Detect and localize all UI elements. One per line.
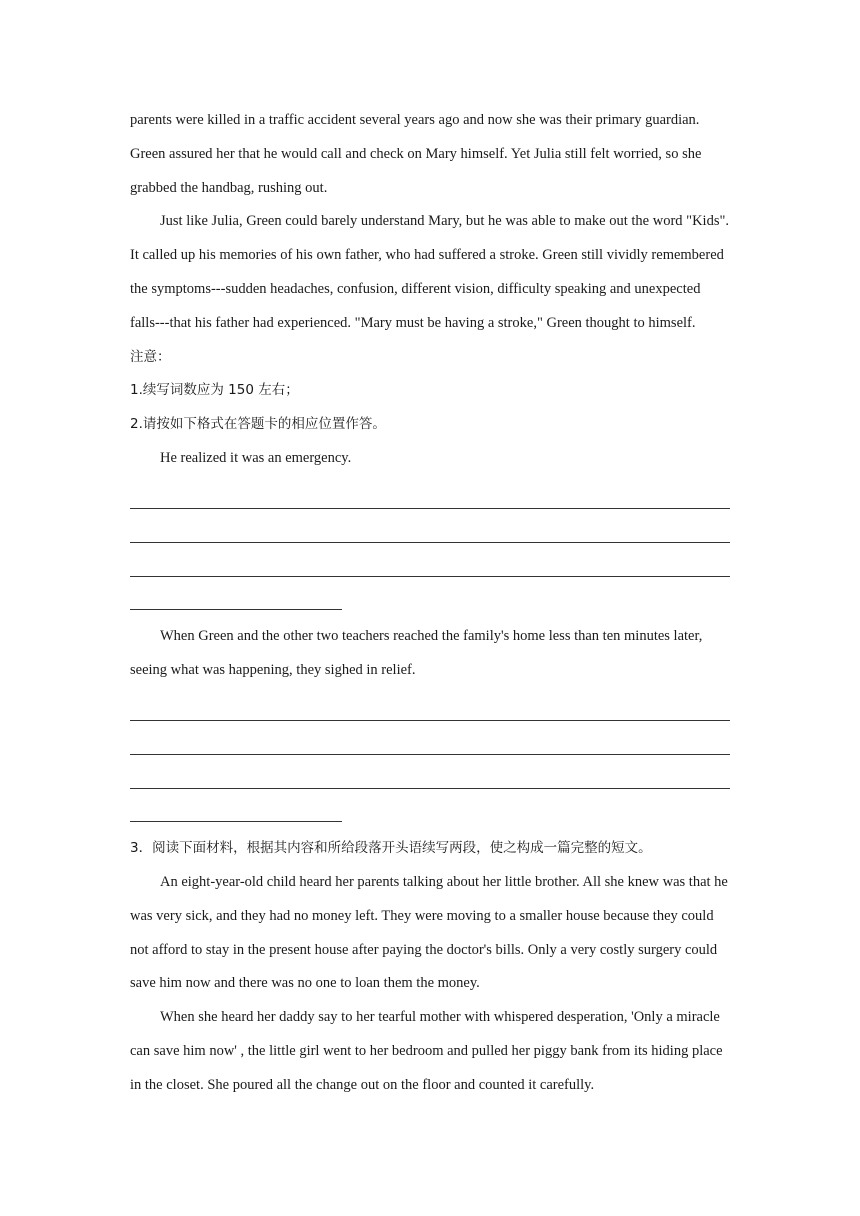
story-paragraph-2: Just like Julia, Green could barely understand Mary, but he was able to make out the word "Kids". It called up his memories of his own father, who had suffered a stroke. Green still vividly remembered the symptoms---sudden headaches, confusion, different vision, difficulty speaking and unexpected falls---that his father had experienced. "Mary must be having a stroke," Green thought to himself. bbox=[130, 213, 730, 331]
answer-lines-1 bbox=[130, 476, 730, 610]
story-paragraph-1: parents were killed in a traffic accident several years ago and now she was their primary guardian. Green assured her that he would call and check on Mary himself. Yet Julia still felt worried, so she grabbed the handbag, rushing out. bbox=[130, 112, 702, 196]
spacer bbox=[130, 822, 730, 832]
answer-line[interactable] bbox=[130, 755, 730, 789]
note-item-2: 2.请按如下格式在答题卡的相应位置作答。 bbox=[130, 416, 386, 433]
note-title: 注意： bbox=[130, 348, 171, 365]
document-page bbox=[130, 104, 730, 1102]
opening-sentence-2: When Green and the other two teachers reached the family's home less than ten minutes later, seeing what was happening, they sighed in relief. bbox=[130, 628, 703, 678]
answer-line[interactable] bbox=[130, 577, 342, 611]
q3-paragraph-1: An eight-year-old child heard her parents talking about her little brother. All she knew was that he was very sick, and they had no money left. They were moving to a smaller house because they could not afford to stay in the present house after paying the doctor's bills. Only a very costly surgery could save him now and there was no one to loan them the money. bbox=[130, 873, 728, 992]
question-3-title: 3．阅读下面材料，根据其内容和所给段落开头语续写两段，使之构成一篇完整的短文。 bbox=[130, 840, 652, 857]
opening-sentence-1: He realized it was an emergency. bbox=[160, 449, 352, 466]
answer-lines-2 bbox=[130, 688, 730, 822]
answer-line[interactable] bbox=[130, 688, 730, 722]
answer-line[interactable] bbox=[130, 543, 730, 577]
answer-line[interactable] bbox=[130, 789, 342, 823]
answer-line[interactable] bbox=[130, 476, 730, 510]
note-item-1: 1.续写词数应为 150 左右； bbox=[130, 382, 299, 399]
answer-line[interactable] bbox=[130, 509, 730, 543]
q3-paragraph-2: When she heard her daddy say to her tearful mother with whispered desperation, 'Only a miracle can save him now' , the little girl went to her bedroom and pulled her piggy bank from its hiding place in the closet. She poured all the change out on the floor and counted it carefully. bbox=[130, 1009, 723, 1093]
spacer bbox=[130, 610, 730, 620]
answer-line[interactable] bbox=[130, 721, 730, 755]
